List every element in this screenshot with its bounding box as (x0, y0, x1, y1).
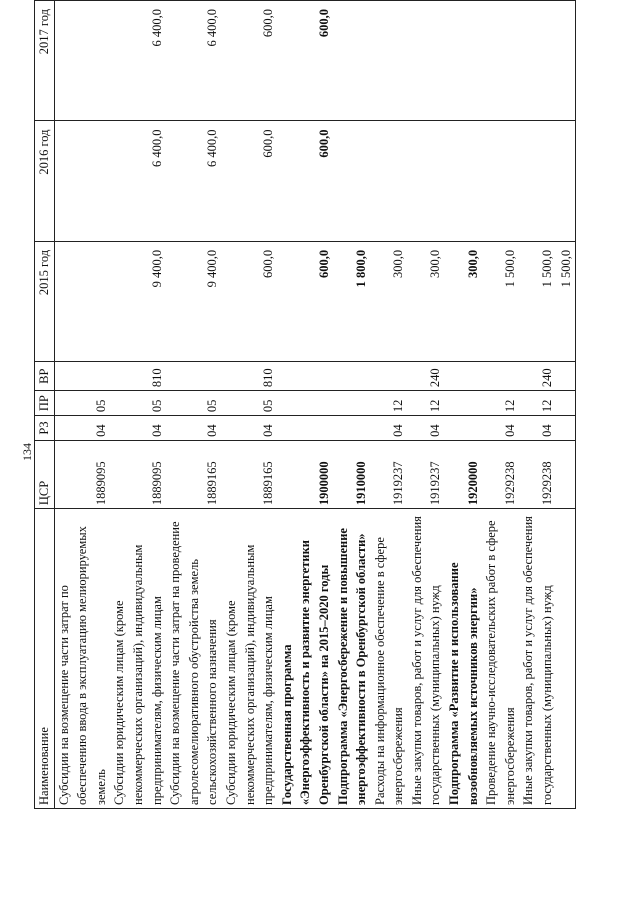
cell-csr (557, 440, 576, 508)
cell-y2016: 6 400,0 (166, 121, 222, 241)
cell-pr: 05 (110, 391, 166, 416)
cell-y2015: 9 400,0 (110, 241, 166, 361)
col-header-2017: 2017 год (35, 1, 55, 121)
cell-csr: 1929238 (482, 440, 519, 508)
cell-pr: 05 (166, 391, 222, 416)
cell-rz: 04 (54, 416, 110, 441)
cell-rz: 04 (482, 416, 519, 441)
cell-pr: 12 (519, 391, 556, 416)
cell-name: Иные закупки товаров, работ и услуг для обеспечения государственных (муниципальных) нужд (519, 509, 556, 809)
cell-y2016 (334, 121, 371, 241)
budget-table (34, 0, 576, 809)
cell-y2015: 300,0 (371, 241, 408, 361)
cell-pr (334, 391, 371, 416)
cell-rz: 04 (110, 416, 166, 441)
cell-y2017 (408, 1, 445, 121)
table-row (557, 1, 576, 809)
cell-rz (334, 416, 371, 441)
cell-csr: 1889165 (222, 440, 278, 508)
cell-vr (557, 362, 576, 391)
cell-y2016 (482, 121, 519, 241)
table-row (371, 1, 408, 809)
cell-csr: 1900000 (278, 440, 334, 508)
cell-name: Подпрограмма «Развитие и использование возобновляемых источников энергии» (445, 509, 482, 809)
cell-rz (445, 416, 482, 441)
cell-y2015: 300,0 (408, 241, 445, 361)
cell-vr: 240 (519, 362, 556, 391)
table-row (408, 1, 445, 809)
cell-y2016: 600,0 (222, 121, 278, 241)
cell-y2017 (519, 1, 556, 121)
cell-pr (557, 391, 576, 416)
cell-vr: 240 (408, 362, 445, 391)
table-row (445, 1, 482, 809)
cell-vr (334, 362, 371, 391)
table-row (110, 1, 166, 809)
table-row (222, 1, 278, 809)
cell-y2016 (445, 121, 482, 241)
cell-y2015: 600,0 (222, 241, 278, 361)
cell-vr (166, 362, 222, 391)
cell-vr (371, 362, 408, 391)
cell-csr: 1919237 (408, 440, 445, 508)
col-header-2015: 2015 год (35, 241, 55, 361)
cell-rz: 04 (408, 416, 445, 441)
cell-vr (278, 362, 334, 391)
cell-y2016 (371, 121, 408, 241)
col-header-name: Наименование (35, 509, 55, 809)
cell-rz: 04 (371, 416, 408, 441)
col-header-2016: 2016 год (35, 121, 55, 241)
cell-y2015: 600,0 (278, 241, 334, 361)
cell-pr (445, 391, 482, 416)
cell-vr (445, 362, 482, 391)
cell-rz: 04 (166, 416, 222, 441)
header-row (35, 1, 55, 809)
cell-name: Субсидии на возмещение части затрат по обеспечению ввода в эксплуатацию мелиорируемых земель (54, 509, 110, 809)
cell-name: Расходы на информационное обеспечение в сфере энергосбережения (371, 509, 408, 809)
cell-y2015 (54, 241, 110, 361)
cell-rz (278, 416, 334, 441)
cell-y2017: 6 400,0 (110, 1, 166, 121)
col-header-csr: ЦСР (35, 440, 55, 508)
cell-pr: 12 (482, 391, 519, 416)
cell-csr: 1889095 (54, 440, 110, 508)
cell-name: Подпрограмма «Энергосбережение и повышение энергоэффективности в Оренбургской области» (334, 509, 371, 809)
cell-pr: 05 (54, 391, 110, 416)
cell-y2015: 1 500,0 (482, 241, 519, 361)
cell-y2017 (482, 1, 519, 121)
cell-name: Проведение научно-исследовательских работ в сфере энергосбережения (482, 509, 519, 809)
cell-name: Субсидии на возмещение части затрат на проведение агролесомелиоративного обустройства земель сельскохозяйственного назначения (166, 509, 222, 809)
cell-csr: 1889165 (166, 440, 222, 508)
cell-pr (278, 391, 334, 416)
table-row (166, 1, 222, 809)
col-header-rz: РЗ (35, 416, 55, 441)
cell-y2016 (54, 121, 110, 241)
page-number: 134 (20, 443, 34, 461)
cell-name: Государственная программа «Энергоэффективность и развитие энергетики Оренбургской области» на 2015–2020 годы (278, 509, 334, 809)
cell-name: Субсидии юридическим лицам (кроме некоммерческих организаций), индивидуальным предпринимателям, физическим лицам (110, 509, 166, 809)
cell-y2015: 1 500,0 (557, 241, 576, 361)
cell-y2017: 6 400,0 (166, 1, 222, 121)
cell-rz: 04 (519, 416, 556, 441)
cell-name: Иные закупки товаров, работ и услуг для обеспечения государственных (муниципальных) нужд (408, 509, 445, 809)
cell-name: Субсидии юридическим лицам (кроме некоммерческих организаций), индивидуальным предпринимателям, физическим лицам (222, 509, 278, 809)
cell-y2017 (371, 1, 408, 121)
table-row (334, 1, 371, 809)
cell-pr: 12 (408, 391, 445, 416)
table-body (54, 1, 576, 809)
cell-y2017: 600,0 (222, 1, 278, 121)
table-row (519, 1, 556, 809)
col-header-vr: ВР (35, 362, 55, 391)
cell-csr: 1920000 (445, 440, 482, 508)
cell-csr: 1889095 (110, 440, 166, 508)
cell-y2017: 600,0 (278, 1, 334, 121)
cell-y2015: 1 800,0 (334, 241, 371, 361)
cell-rz (557, 416, 576, 441)
cell-pr: 05 (222, 391, 278, 416)
cell-csr: 1919237 (371, 440, 408, 508)
cell-csr: 1910000 (334, 440, 371, 508)
cell-csr: 1929238 (519, 440, 556, 508)
cell-y2015: 9 400,0 (166, 241, 222, 361)
cell-rz: 04 (222, 416, 278, 441)
cell-y2016 (408, 121, 445, 241)
cell-vr (54, 362, 110, 391)
cell-name (557, 509, 576, 809)
cell-y2016 (519, 121, 556, 241)
cell-vr: 810 (222, 362, 278, 391)
table-row (54, 1, 110, 809)
cell-y2017 (557, 1, 576, 121)
cell-y2017 (334, 1, 371, 121)
cell-y2015: 1 500,0 (519, 241, 556, 361)
cell-y2017 (445, 1, 482, 121)
cell-y2016 (557, 121, 576, 241)
cell-y2016: 600,0 (278, 121, 334, 241)
table-row (278, 1, 334, 809)
col-header-pr: ПР (35, 391, 55, 416)
table-row (482, 1, 519, 809)
cell-vr: 810 (110, 362, 166, 391)
cell-y2017 (54, 1, 110, 121)
cell-pr: 12 (371, 391, 408, 416)
cell-y2016: 6 400,0 (110, 121, 166, 241)
cell-y2015: 300,0 (445, 241, 482, 361)
cell-vr (482, 362, 519, 391)
